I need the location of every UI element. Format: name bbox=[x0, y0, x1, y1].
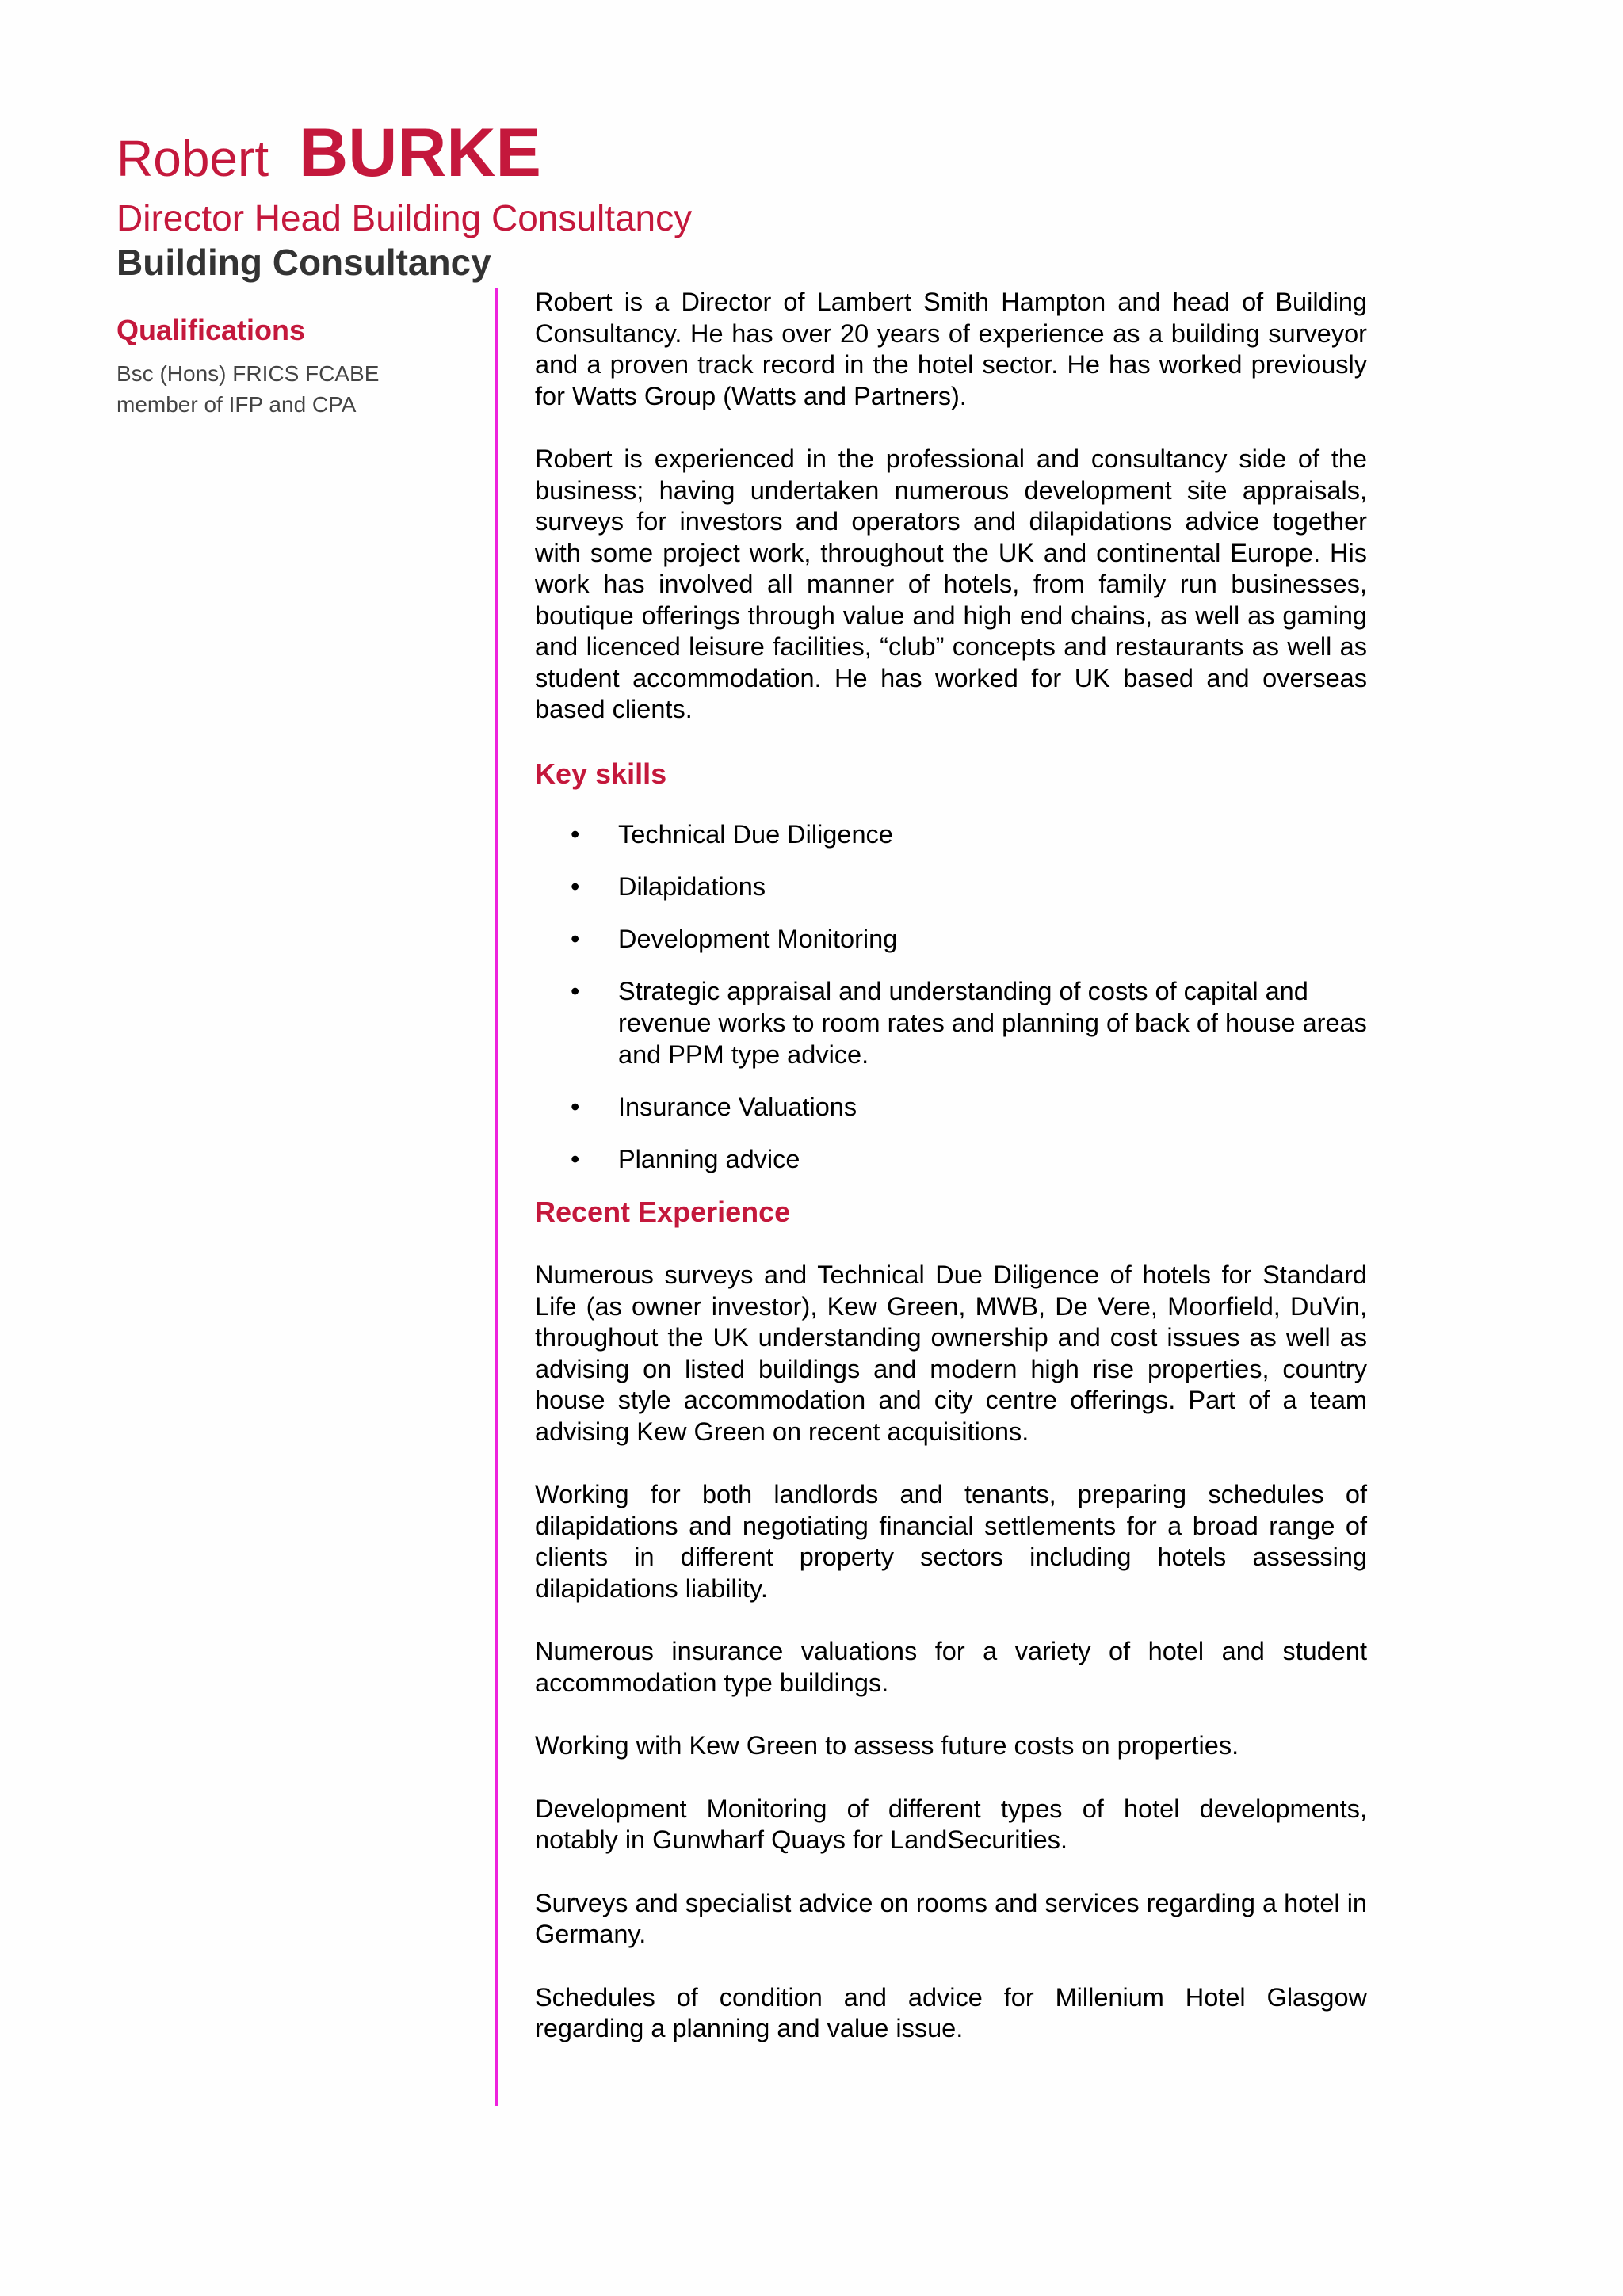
recent-experience-section bbox=[535, 1260, 1367, 2045]
skill-text: Strategic appraisal and understanding of costs of capital and revenue works to room rates and planning of back of house areas and PPM type advice. bbox=[618, 976, 1367, 1069]
key-skills-list bbox=[535, 818, 1367, 1175]
first-name: Robert bbox=[116, 130, 269, 187]
qualifications-section bbox=[116, 314, 473, 420]
bullet-icon: • bbox=[571, 924, 580, 953]
skill-text: Development Monitoring bbox=[618, 924, 898, 953]
experience-paragraph: Development Monitoring of different types of hotel developments, notably in Gunwharf Quays for LandSecurities. bbox=[535, 1794, 1367, 1855]
list-item bbox=[535, 818, 1367, 850]
bullet-icon: • bbox=[571, 819, 580, 849]
person-name bbox=[116, 115, 541, 191]
vertical-divider bbox=[495, 288, 498, 2106]
list-item bbox=[535, 871, 1367, 902]
list-item bbox=[535, 1091, 1367, 1123]
skill-text: Planning advice bbox=[618, 1144, 800, 1173]
bullet-icon: • bbox=[571, 1092, 580, 1121]
key-skills-heading: Key skills bbox=[535, 757, 667, 790]
bullet-icon: • bbox=[571, 976, 580, 1005]
list-item bbox=[535, 923, 1367, 955]
main-content bbox=[535, 287, 1367, 2077]
intro-paragraph: Robert is a Director of Lambert Smith Hampton and head of Building Consultancy. He has over 20 years of experience as a building surveyor and a proven track record in the hotel sector. He has worked previously for Watts Group (Watts and Partners). bbox=[535, 288, 1367, 410]
skill-text: Insurance Valuations bbox=[618, 1092, 857, 1121]
recent-experience-heading: Recent Experience bbox=[535, 1195, 791, 1228]
skill-text: Dilapidations bbox=[618, 871, 766, 901]
experience-paragraph: Working with Kew Green to assess future costs on properties. bbox=[535, 1731, 1239, 1760]
experience-paragraph: Schedules of condition and advice for Millenium Hotel Glasgow regarding a planning and value issue. bbox=[535, 1982, 1367, 2043]
last-name: BURKE bbox=[299, 115, 541, 191]
list-item bbox=[535, 975, 1367, 1070]
qualifications-heading: Qualifications bbox=[116, 314, 306, 346]
qualifications-text: Bsc (Hons) FRICS FCABE member of IFP and CPA bbox=[116, 361, 380, 417]
department-title: Building Consultancy bbox=[116, 242, 491, 283]
bullet-icon: • bbox=[571, 1144, 580, 1173]
job-title: Director Head Building Consultancy bbox=[116, 197, 693, 238]
skill-text: Technical Due Diligence bbox=[618, 819, 893, 849]
experience-paragraph: Numerous insurance valuations for a variety of hotel and student accommodation type buildings. bbox=[535, 1637, 1367, 1697]
experience-paragraph: Numerous surveys and Technical Due Diligence of hotels for Standard Life (as owner investor), Kew Green, MWB, De Vere, Moorfield, DuVin, throughout the UK understanding ownership and cost issues as well as advising on listed buildings and modern high rise properties, country house style accommodation and city centre offerings. Part of a team advising Kew Green on recent acquisitions. bbox=[535, 1261, 1367, 1446]
bullet-icon: • bbox=[571, 871, 580, 901]
experience-paragraph: Working for both landlords and tenants, preparing schedules of dilapidations and negotiating financial settlements for a broad range of clients in different property sectors including hotels assessing dilapidations liability. bbox=[535, 1480, 1367, 1603]
experience-paragraph: Surveys and specialist advice on rooms and services regarding a hotel in Germany. bbox=[535, 1888, 1367, 1949]
list-item bbox=[535, 1143, 1367, 1175]
intro-paragraph: Robert is experienced in the professional and consultancy side of the business; having undertaken numerous development site appraisals, surveys for investors and operators and dilapidations advice together with some project work, throughout the UK and continental Europe. His work has involved all manner of hotels, from family run businesses, boutique offerings through value and high end chains, as well as gaming and licenced leisure facilities, “club” concepts and restaurants as well as student accommodation. He has worked for UK based and overseas based clients. bbox=[535, 444, 1367, 723]
